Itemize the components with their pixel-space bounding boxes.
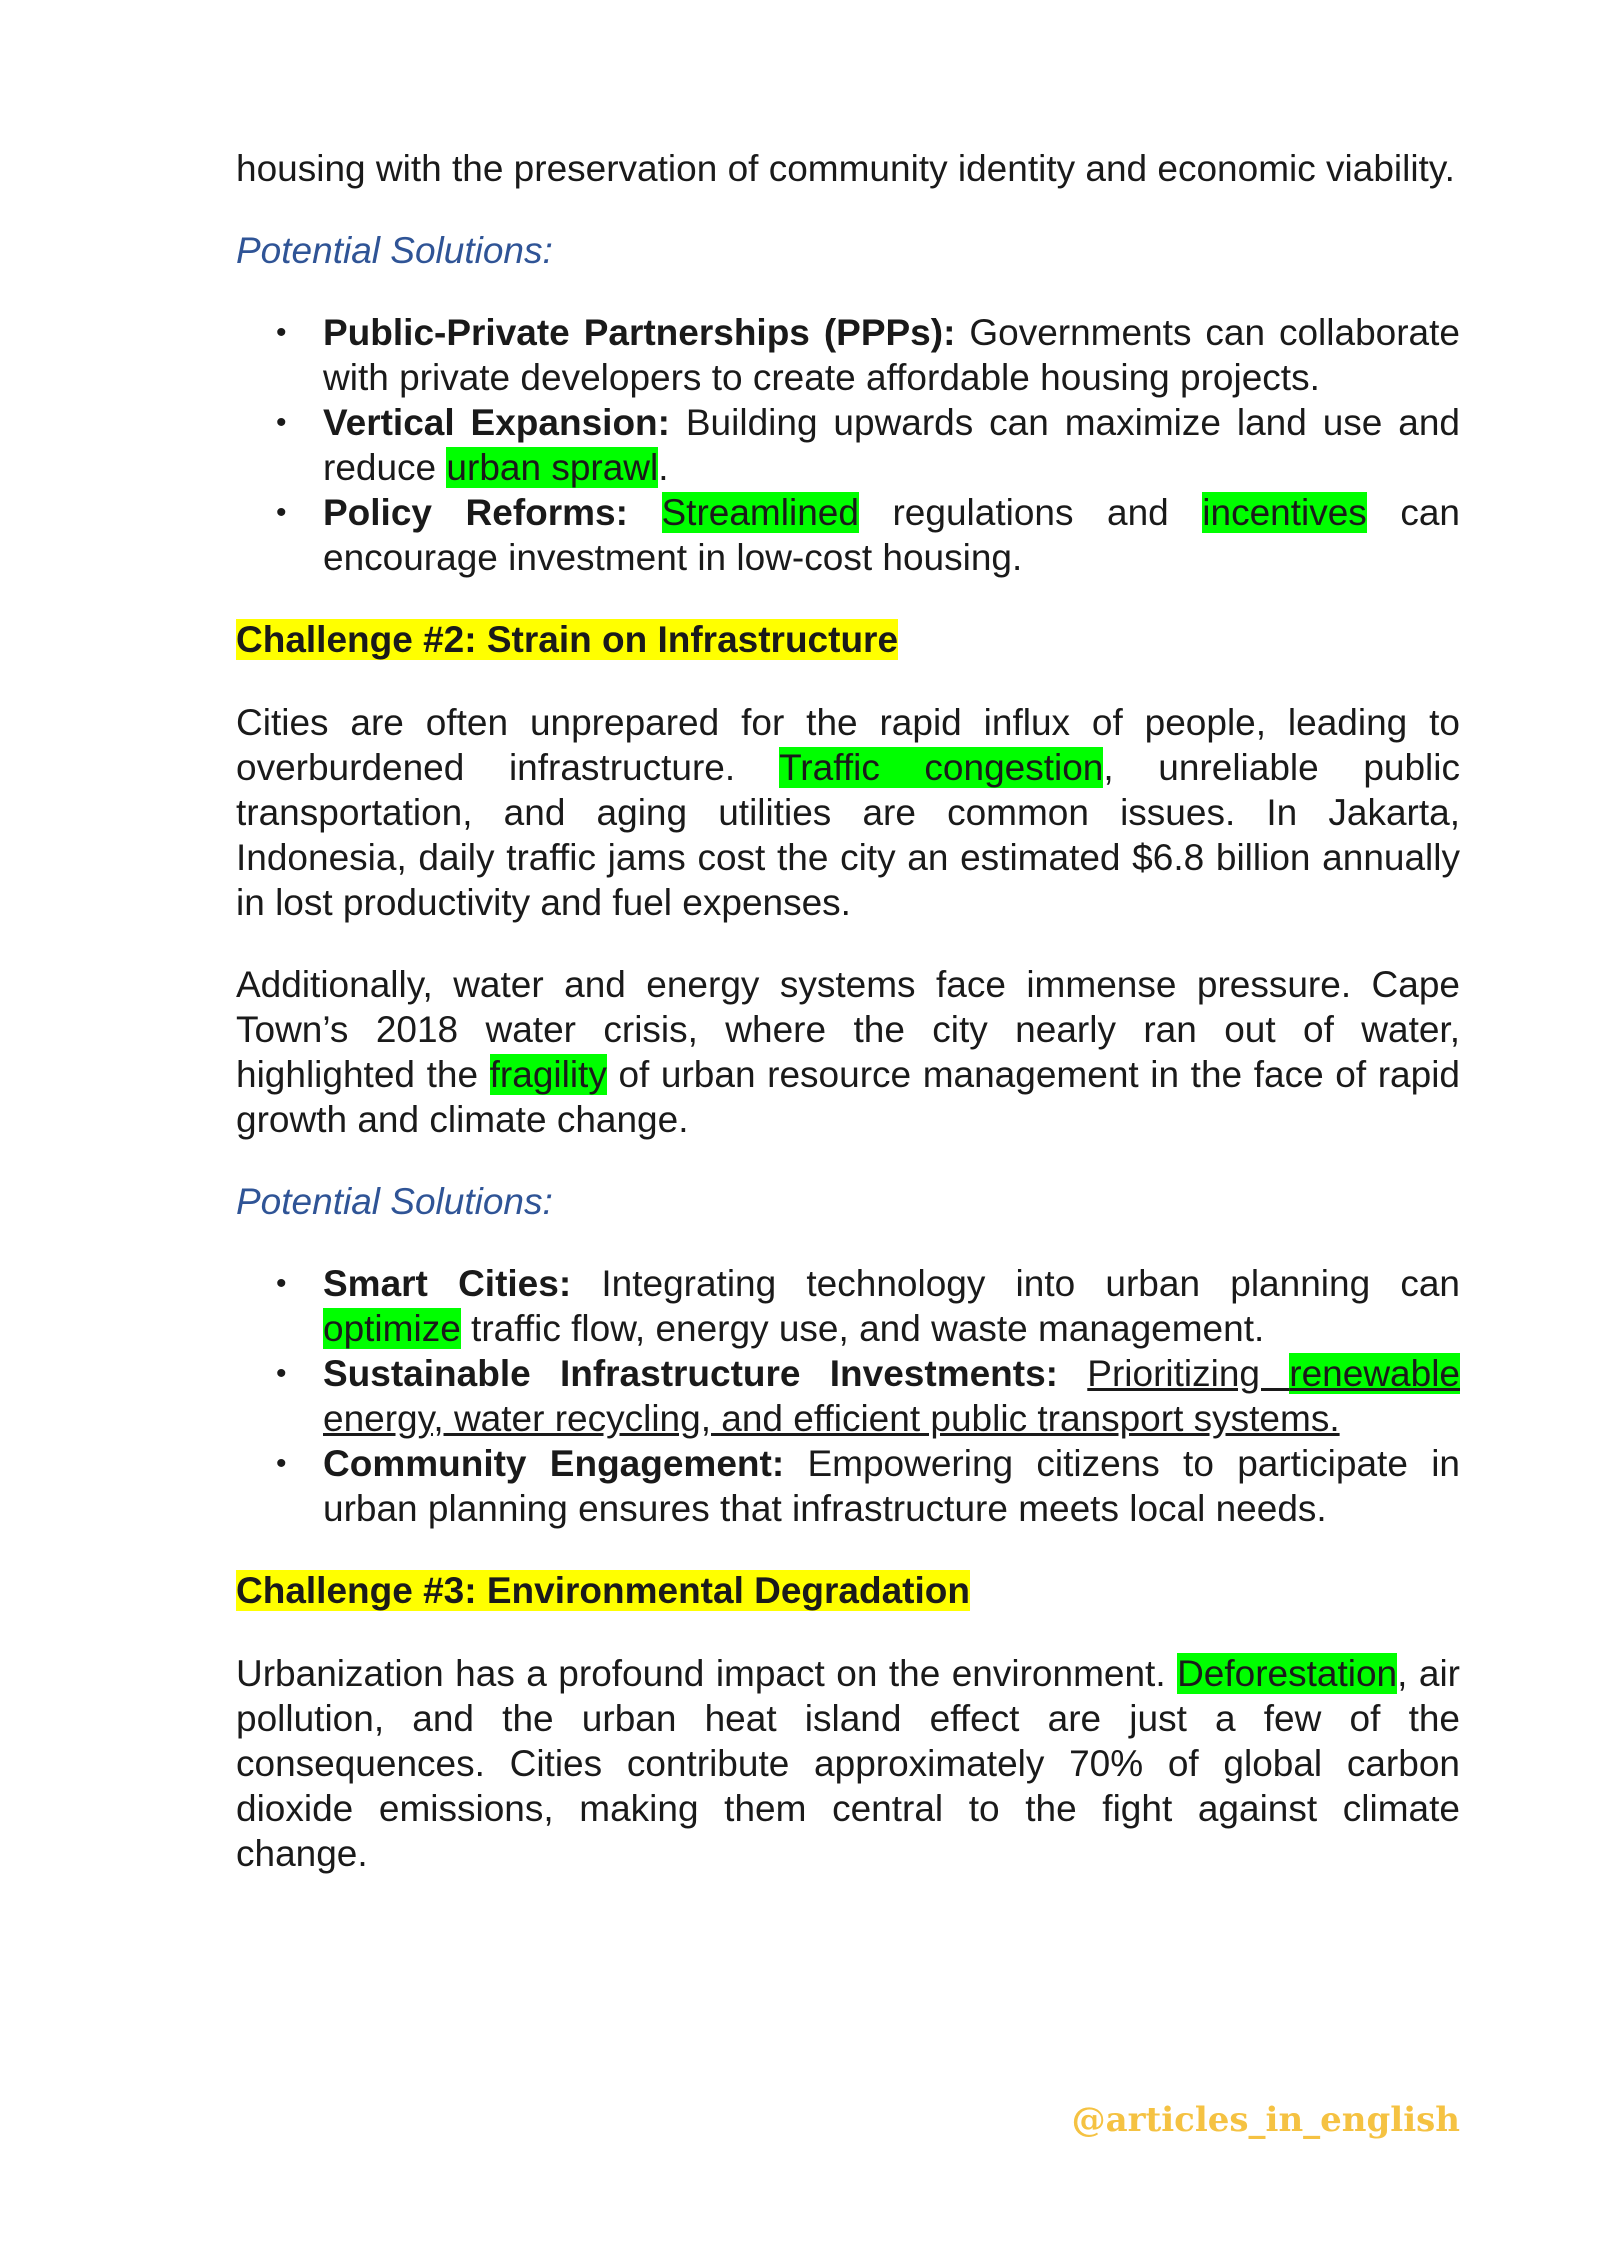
solution-text-end: can encourage investment in low-cost housing. [323, 492, 1461, 578]
bullet-icon: • [276, 1357, 287, 1390]
challenge-3-paragraph-1 [236, 1651, 1460, 1876]
underlined-text: Prioritizing [1087, 1353, 1290, 1394]
intro-text: housing with the preservation of community identity and economic viability. [236, 148, 1455, 189]
challenge-3-heading [236, 1568, 1460, 1613]
paragraph-text: Additionally, water and energy systems face immense pressure. Cape Town’s 2018 water crisis, where the city nearly ran out of water, highlighted the [236, 964, 1460, 1095]
bullet-icon: • [276, 496, 287, 529]
solutions-list-2 [236, 1261, 1460, 1531]
highlighted-term: optimize [323, 1308, 461, 1349]
highlighted-term: renewable [1289, 1353, 1460, 1394]
solution-text-end: . [658, 447, 669, 488]
challenge-2-heading [236, 617, 1460, 662]
challenge-3-title: Challenge #3: Environmental Degradation [236, 1570, 970, 1611]
list-item [236, 490, 1460, 580]
solutions-list-1 [236, 310, 1460, 580]
bullet-icon: • [276, 1447, 287, 1480]
challenge-2-paragraph-1 [236, 700, 1460, 925]
paragraph-text: Urbanization has a profound impact on the environment. [236, 1653, 1178, 1694]
list-item [236, 310, 1460, 400]
underlined-text: energy, water recycling, and efficient public transport systems. [323, 1398, 1340, 1439]
solution-term: Sustainable Infrastructure Investments: [323, 1353, 1058, 1394]
list-item [236, 1351, 1460, 1441]
potential-solutions-heading-1: Potential Solutions: [236, 230, 553, 271]
highlighted-term: incentives [1202, 492, 1367, 533]
solution-text: Building upwards can maximize land use and reduce [323, 402, 1460, 488]
paragraph-text: , unreliable public transportation, and aging utilities are common issues. In Jakarta, Indonesia, daily traffic jams cost the city an estimated $6.8 billion annually in lost productivity and fuel expenses. [236, 747, 1460, 923]
list-item [236, 1441, 1460, 1531]
highlighted-term: Streamlined [661, 492, 859, 533]
solution-text-end: traffic flow, energy use, and waste management. [460, 1308, 1265, 1349]
intro-paragraph [236, 146, 1460, 191]
solution-text: regulations and [858, 492, 1203, 533]
solution-term: Policy Reforms: [323, 492, 628, 533]
solution-text: Governments can collaborate with private developers to create affordable housing projects. [323, 312, 1460, 398]
potential-solutions-heading-2: Potential Solutions: [236, 1181, 553, 1222]
solution-term: Community Engagement: [323, 1443, 785, 1484]
solution-term: Smart Cities: [323, 1263, 572, 1304]
watermark-handle: @articles_in_english [1071, 2100, 1460, 2140]
document-page [236, 146, 1460, 1876]
paragraph-text: , air pollution, and the urban heat island effect are just a few of the consequences. Cities contribute approximately 70% of global carbon dioxide emissions, making them central to the fight against climate change. [236, 1653, 1460, 1874]
paragraph-text: Cities are often unprepared for the rapid influx of people, leading to overburdened infrastructure. [236, 702, 1460, 788]
highlighted-term: Traffic congestion [779, 747, 1104, 788]
solution-text: Integrating technology into urban planning can [571, 1263, 1461, 1304]
highlighted-term: urban sprawl [446, 447, 659, 488]
highlighted-term: Deforestation [1177, 1653, 1398, 1694]
list-item [236, 400, 1460, 490]
bullet-icon: • [276, 406, 287, 439]
challenge-2-paragraph-2 [236, 962, 1460, 1142]
solution-term: Public-Private Partnerships (PPPs): [323, 312, 956, 353]
bullet-icon: • [276, 1267, 287, 1300]
challenge-2-title: Challenge #2: Strain on Infrastructure [236, 619, 899, 660]
bullet-icon: • [276, 316, 287, 349]
paragraph-text: of urban resource management in the face of rapid growth and climate change. [236, 1054, 1460, 1140]
list-item [236, 1261, 1460, 1351]
solution-text: Empowering citizens to participate in urban planning ensures that infrastructure meets local needs. [323, 1443, 1460, 1529]
highlighted-term: fragility [489, 1054, 607, 1095]
solution-term: Vertical Expansion: [323, 402, 670, 443]
